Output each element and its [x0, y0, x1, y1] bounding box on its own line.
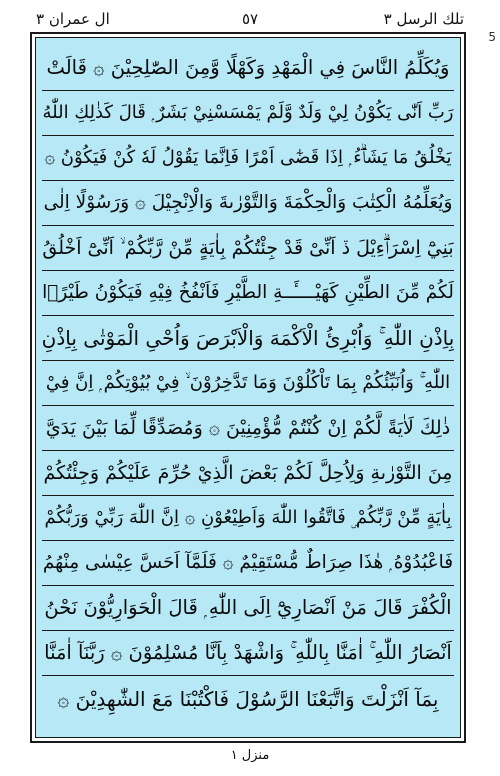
page-header — [28, 6, 472, 32]
verse-line: رَبِّ اَنّٰى يَكُوْنُ لِيْ وَلَدٌ وَّلَمْ يَمْسَسْنِيْ بَشَرٌ ۭ قَالَ كَذٰلِكِ اللّٰهُ — [42, 91, 454, 136]
juz-name: تلك الرسل ٣ — [383, 10, 464, 28]
text-frame — [30, 32, 466, 743]
verse-line: الْكُفْرَ قَالَ مَنْ اَنْصَارِيْٓ اِلَى اللّٰهِ ۭ قَالَ الْحَوَارِيُّوْنَ نَحْنُ — [42, 586, 454, 631]
verse-line: بِاٰيَةٍ مِّنْ رَّبِّكُمْ ۣ فَاتَّقُوا اللّٰهَ وَاَطِيْعُوْنِ ۞ اِنَّ اللّٰهَ رَبِّيْ وَرَبُّكُمْ — [42, 496, 454, 541]
surah-name: ال عمران ٣ — [36, 10, 110, 28]
page-number: ٥٧ — [241, 10, 259, 28]
verse-line: وَيُكَلِّمُ النَّاسَ فِي الْمَهْدِ وَكَهْلًا وَّمِنَ الصّٰلِحِيْنَ ۞ قَالَتْ — [42, 46, 454, 91]
verse-line: بِمَآ اَنْزَلْتَ وَاتَّبَعْنَا الرَّسُوْلَ فَاكْتُبْنَا مَعَ الشّٰهِدِيْنَ ۞ — [57, 686, 439, 711]
verse-line: اَنْصَارُ اللّٰهِ ۚ اٰمَنَّا بِاللّٰهِ ۚ وَاشْهَدْ بِاَنَّا مُسْلِمُوْنَ ۞ رَبَّنَآ اٰمَنَّا — [42, 631, 454, 676]
text-frame-inner — [35, 37, 461, 738]
verse-line: فَاعْبُدُوْهُ ۭ ھٰذَا صِرَاطٌ مُّسْتَقِيْمٌ ۞ فَلَمَّآ اَحَسَّ عِيْسٰى مِنْهُمُ — [42, 541, 454, 586]
verse-line: اللّٰهِ ۚ وَاُنَبِّئُكُمْ بِمَا تَاْكُلُوْنَ وَمَا تَدَّخِرُوْنَ ۙ فِيْ بُيُوْتِكُمْ ۭ اِنَّ فِيْ — [42, 361, 454, 406]
verse-line: مِنَ التَّوْرٰىةِ وَلِاُحِلَّ لَكُمْ بَعْضَ الَّذِيْ حُرِّمَ عَلَيْكُمْ وَجِئْتُكُمْ — [42, 451, 454, 496]
verse-line: بَنِيْٓ اِسْرَاۗءِيْلَ ڏ اَنِّىْ قَدْ جِئْتُكُمْ بِاٰيَةٍ مِّنْ رَّبِّكُمْ ۙ اَنِّىْٓ اَخْلُقُ — [42, 226, 454, 271]
verse-line: يَخْلُقُ مَا يَشَاۗءُ ۭ اِذَا قَضٰٓى اَمْرًا فَاِنَّمَا يَقُوْلُ لَهٗ كُنْ فَيَكُوْنُ ۞ — [42, 136, 454, 181]
verse-line: ذٰلِكَ لَاٰيَةً لَّكُمْ اِنْ كُنْتُمْ مُّؤْمِنِيْنَ ۞ وَمُصَدِّقًا لِّمَا بَيْنَ يَدَيَّ — [42, 406, 454, 451]
edge-page-number: 5 — [488, 30, 496, 44]
verse-line: بِاِذْنِ اللّٰهِ ۚ وَاُبْرِئُ الْاَكْمَهَ وَالْاَبْرَصَ وَاُحْىِ الْمَوْتٰى بِاِذْنِ — [42, 316, 454, 361]
verse-line: لَكُمْ مِّنَ الطِّيْنِ كَهَيْــــَٔــةِ الطَّيْرِ فَاَنْفُخُ فِيْهِ فَيَكُوْنُ طَيْرًۢا — [42, 271, 454, 316]
verse-lines — [42, 46, 454, 729]
verse-line: وَيُعَلِّمُهُ الْكِتٰبَ وَالْحِكْمَةَ وَالتَّوْرٰىةَ وَالْاِنْجِيْلَ ۞ وَرَسُوْلًا اِلٰى — [42, 181, 454, 226]
manzil-footer: منزل ١ — [230, 748, 270, 763]
